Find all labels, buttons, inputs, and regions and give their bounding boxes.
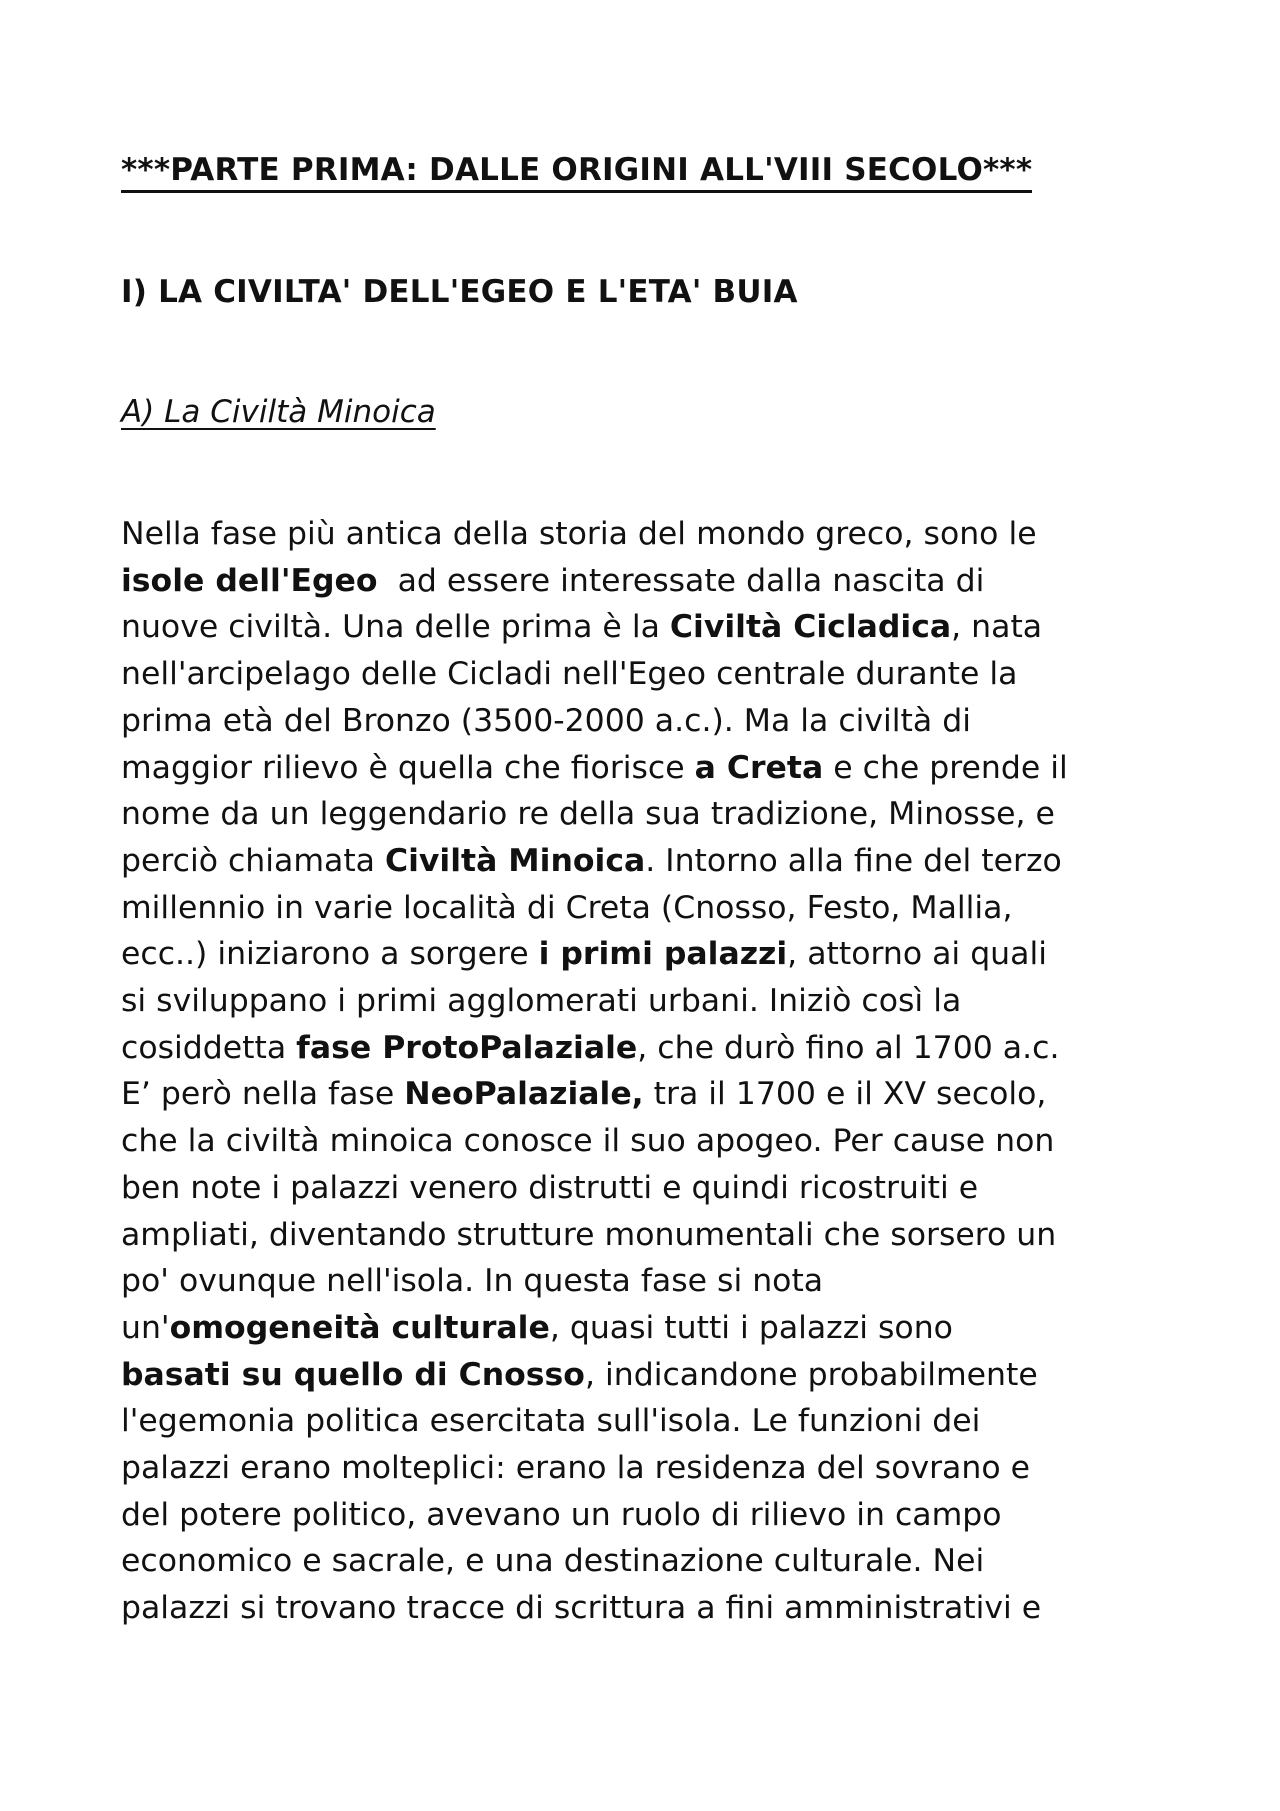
text-run: economico e sacrale, e una destinazione culturale. Nei [121, 1543, 985, 1580]
paragraph-line [121, 931, 1181, 978]
paragraph-line [121, 1118, 1181, 1165]
bold-text-run: Civiltà Cicladica [669, 609, 952, 646]
bold-text-run: fase ProtoPalaziale [296, 1029, 638, 1066]
bold-text-run: i primi palazzi [538, 936, 788, 973]
paragraph-line [121, 1352, 1181, 1399]
text-run: tra il 1700 e il XV secolo, [643, 1076, 1047, 1113]
text-run: po' ovunque nell'isola. In questa fase si nota [121, 1263, 824, 1300]
text-run: un' [121, 1309, 170, 1346]
text-run: nome da un leggendario re della sua tradizione, Minosse, e [121, 796, 1055, 833]
text-run: si sviluppano i primi agglomerati urbani. Iniziò così la [121, 983, 962, 1020]
text-run: palazzi erano molteplici: erano la residenza del sovrano e [121, 1450, 1030, 1487]
paragraph-line [121, 1492, 1181, 1539]
paragraph-line [121, 1538, 1181, 1585]
paragraph-line [121, 1165, 1181, 1212]
text-run: l'egemonia politica esercitata sull'isola. Le funzioni dei [121, 1403, 981, 1440]
paragraph-line [121, 838, 1181, 885]
paragraph-line [121, 978, 1181, 1025]
paragraph-line [121, 1585, 1181, 1632]
text-run: ecc..) iniziarono a sorgere [121, 936, 539, 973]
paragraph-line [121, 1212, 1181, 1259]
bold-text-run: NeoPalaziale, [404, 1076, 644, 1113]
bold-text-run: omogeneità culturale [169, 1309, 550, 1346]
text-run: maggior rilievo è quella che fiorisce [121, 749, 695, 786]
chapter-title: I) LA CIVILTA' DELL'EGEO E L'ETA' BUIA [121, 274, 798, 310]
paragraph-line [121, 604, 1181, 651]
paragraph-line [121, 791, 1181, 838]
text-run: , nata [951, 609, 1043, 646]
text-run: del potere politico, avevano un ruolo di rilievo in campo [121, 1496, 1002, 1533]
bold-text-run: Civiltà Minoica [384, 842, 646, 879]
paragraph-line [121, 745, 1181, 792]
text-run: E’ però nella fase [121, 1076, 405, 1113]
text-run: , che durò fino al 1700 a.c. [637, 1029, 1060, 1066]
paragraph-line [121, 1445, 1181, 1492]
text-run: prima età del Bronzo (3500-2000 a.c.). Ma la civiltà di [121, 702, 971, 739]
section-title: A) La Civiltà Minoica [121, 394, 436, 430]
part-title: ***PARTE PRIMA: DALLE ORIGINI ALL'VIII SECOLO*** [121, 150, 1032, 193]
text-run: . Intorno alla fine del terzo [645, 842, 1062, 879]
text-run: che la civiltà minoica conosce il suo apogeo. Per cause non [121, 1123, 1055, 1160]
paragraph-line [121, 1071, 1181, 1118]
text-run: nuove civiltà. Una delle prima è la [121, 609, 670, 646]
paragraph-line [121, 511, 1181, 558]
bold-text-run: a Creta [694, 749, 824, 786]
paragraph-line [121, 651, 1181, 698]
paragraph-line [121, 1305, 1181, 1352]
paragraph-line [121, 698, 1181, 745]
text-run: perciò chiamata [121, 842, 385, 879]
text-run: , indicandone probabilmente [584, 1356, 1038, 1393]
text-run: palazzi si trovano tracce di scrittura a fini amministrativi e [121, 1590, 1042, 1627]
text-run: ad essere interessate dalla nascita di [377, 562, 985, 599]
paragraph-line [121, 1258, 1181, 1305]
text-run: ampliati, diventando strutture monumentali che sorsero un [121, 1216, 1057, 1253]
bold-text-run: basati su quello di Cnosso [121, 1356, 585, 1393]
body-paragraph [121, 511, 1181, 1632]
text-run: , quasi tutti i palazzi sono [549, 1309, 953, 1346]
paragraph-line [121, 558, 1181, 605]
text-run: nell'arcipelago delle Cicladi nell'Egeo centrale durante la [121, 656, 1018, 693]
text-run: e che prende il [823, 749, 1068, 786]
text-run: millennio in varie località di Creta (Cnosso, Festo, Mallia, [121, 889, 1013, 926]
text-run: ben note i palazzi venero distrutti e quindi ricostruiti e [121, 1169, 979, 1206]
text-run: Nella fase più antica della storia del mondo greco, sono le [121, 516, 1037, 552]
paragraph-line [121, 885, 1181, 932]
bold-text-run: isole dell'Egeo [121, 562, 378, 599]
paragraph-line [121, 1025, 1181, 1072]
paragraph-line [121, 1398, 1181, 1445]
text-run: , attorno ai quali [787, 936, 1047, 973]
text-run: cosiddetta [121, 1029, 297, 1066]
